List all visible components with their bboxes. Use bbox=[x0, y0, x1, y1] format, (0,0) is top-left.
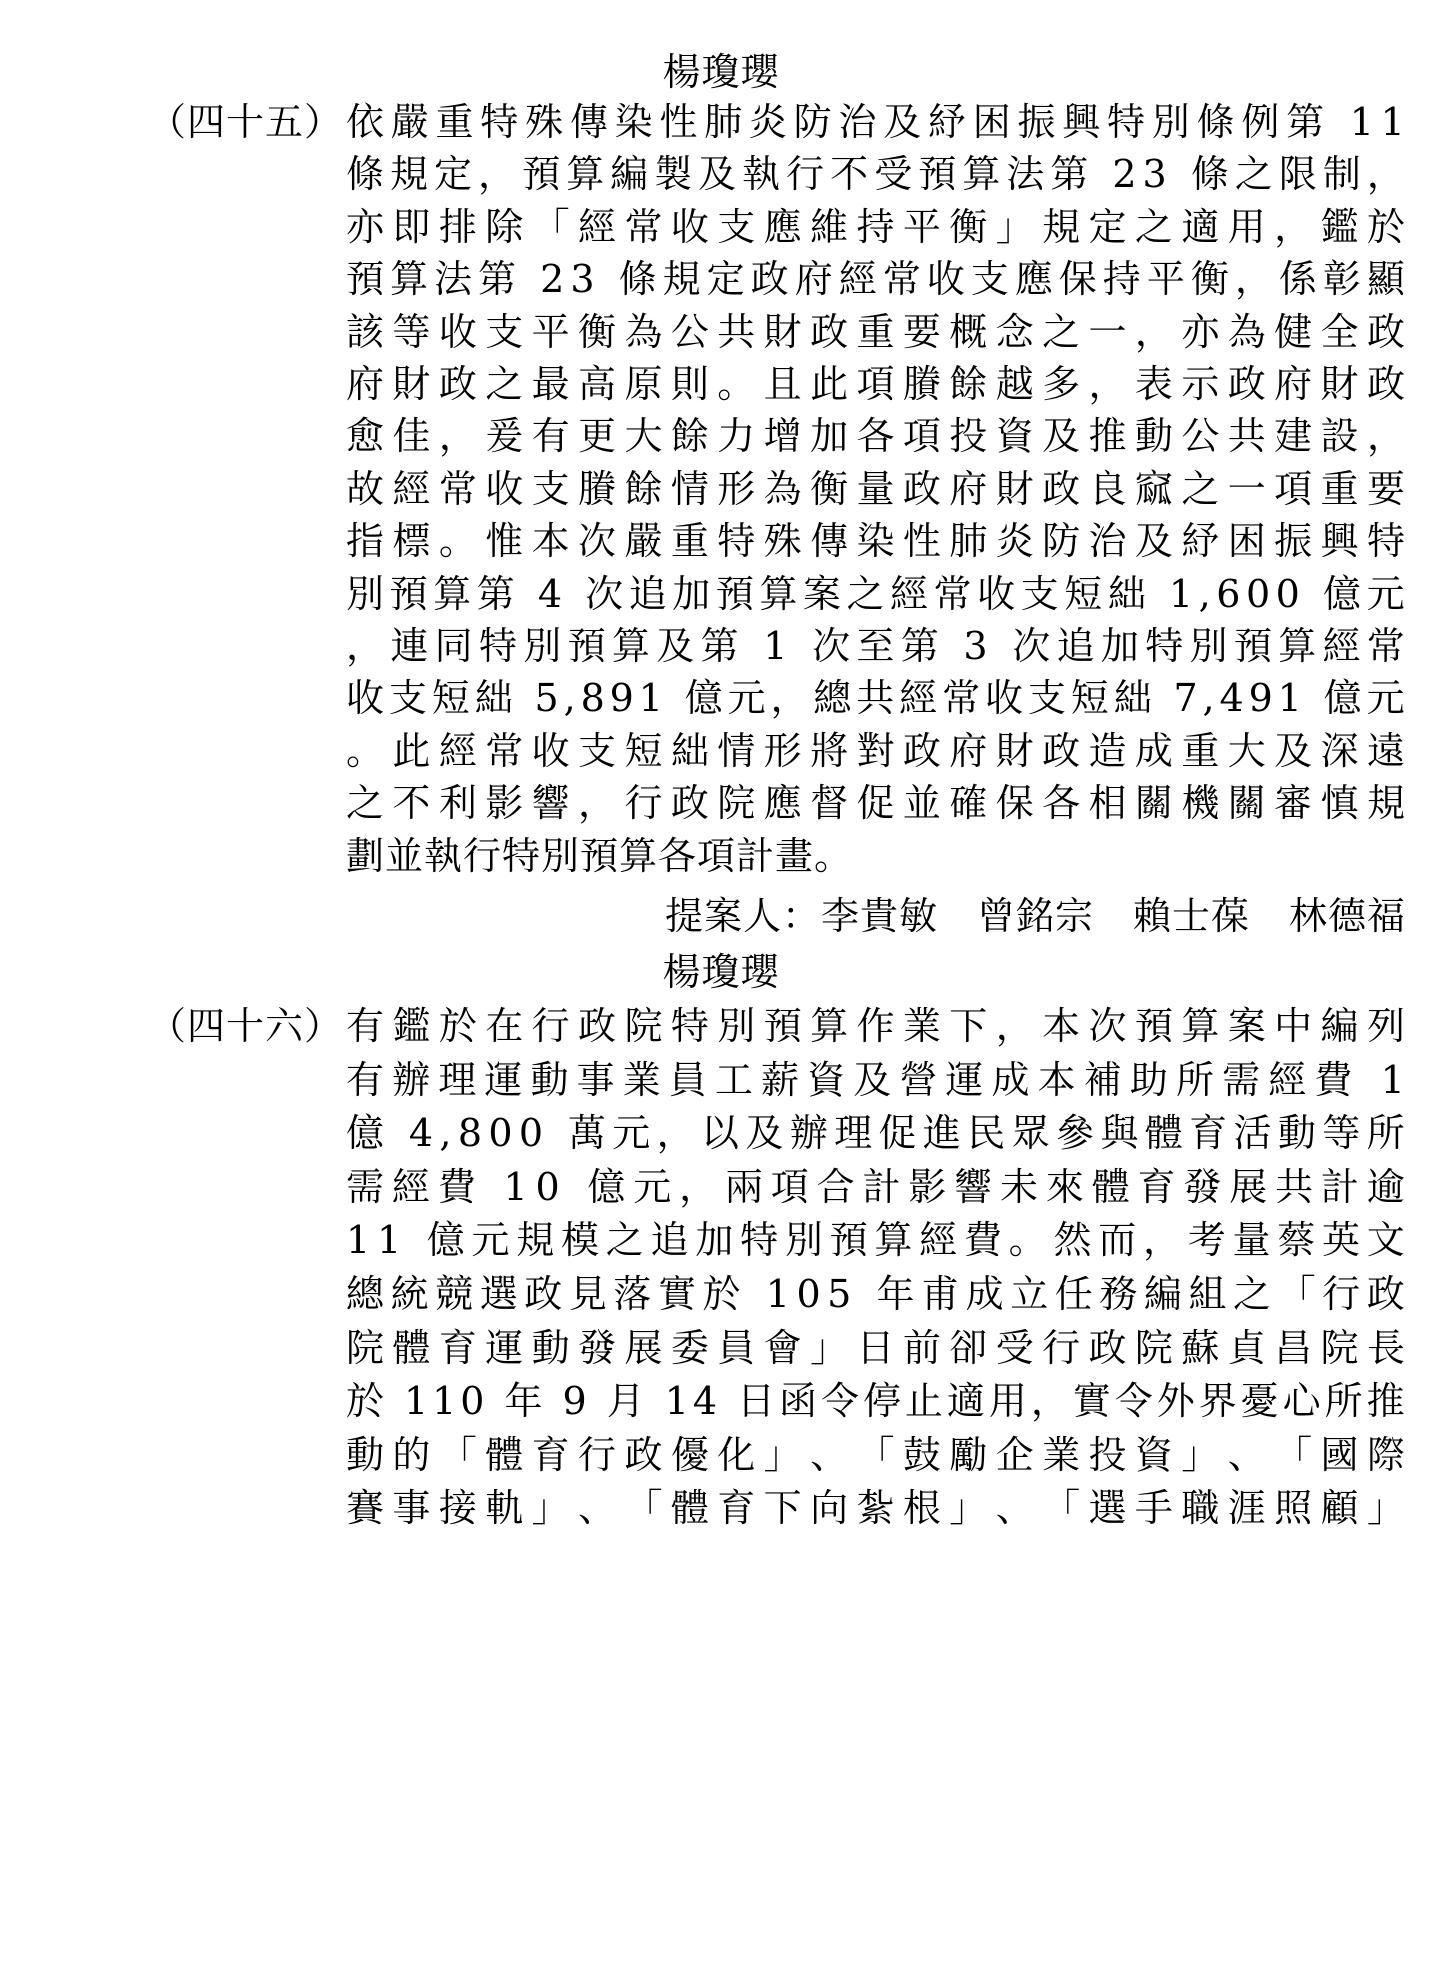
paragraph-line: 依 嚴 重 特 殊 傳 染 性 肺 炎 防 治 及 紓 困 振 興 特 別 條 例 第 1 1 bbox=[346, 100, 1406, 144]
paragraph-line: 院 體 育 運 動 發 展 委 員 會 」 日 前 卻 受 行 政 院 蘇 貞 昌 院 長 bbox=[346, 1325, 1406, 1370]
paragraph-line: 於 1 1 0 年 9 月 1 4 日 函 令 停 止 適 用 ， 實 令 外 界 憂 心 所 推 bbox=[346, 1379, 1406, 1424]
paragraph-line: 總 統 競 選 政 見 落 實 於 1 0 5 年 甫 成 立 任 務 編 組 之 「 行 政 bbox=[346, 1272, 1406, 1316]
paragraph-line: 億 4 , 8 0 0 萬 元 ， 以 及 辦 理 促 進 民 眾 參 與 體 育 活 動 等 所 bbox=[346, 1111, 1406, 1156]
paragraph-line: 別 預 算 第 4 次 追 加 預 算 案 之 經 常 收 支 短 絀 1 , 6 0 0 億 元 bbox=[346, 571, 1406, 616]
paragraph-line: 有 鑑 於 在 行 政 院 特 別 預 算 作 業 下 ， 本 次 預 算 案 中 編 列 bbox=[346, 1004, 1406, 1048]
paragraph-line: 1 1 億 元 規 模 之 追 加 特 別 預 算 經 費 。 然 而 ， 考 量 蔡 英 文 bbox=[346, 1218, 1406, 1263]
paragraph-line: ， 連 同 特 別 預 算 及 第 1 次 至 第 3 次 追 加 特 別 預 算 經 常 bbox=[346, 624, 1406, 668]
paragraph-line: 賽 事 接 軌 」 、 「 體 育 下 向 紮 根 」 、 「 選 手 職 涯 照 顧 」 bbox=[346, 1486, 1406, 1531]
item-45-label: （四十五） bbox=[148, 100, 344, 144]
paragraph-line: 需 經 費 1 0 億 元 ， 兩 項 合 計 影 響 未 來 體 育 發 展 共 計 逾 bbox=[346, 1164, 1406, 1209]
item-45-proposers: 提案人：李貴敏 曾銘宗 賴士葆 林德福 bbox=[664, 894, 1406, 938]
paragraph-line: 有 辦 理 運 動 事 業 員 工 薪 資 及 營 運 成 本 補 助 所 需 經 費 1 bbox=[346, 1057, 1406, 1102]
paragraph-line: 愈 佳 ， 爰 有 更 大 餘 力 增 加 各 項 投 資 及 推 動 公 共 建 設 ， bbox=[346, 414, 1406, 459]
paragraph-line: 府 財 政 之 最 高 原 則 。 且 此 項 賸 餘 越 多 ， 表 示 政 府 財 政 bbox=[346, 362, 1406, 406]
paragraph-line: 之 不 利 影 響 ， 行 政 院 應 督 促 並 確 保 各 相 關 機 關 審 慎 規 bbox=[346, 781, 1406, 826]
paragraph-line: 預 算 法 第 2 3 條 規 定 政 府 經 常 收 支 應 保 持 平 衡 ， 係 彰 顯 bbox=[346, 257, 1406, 302]
header-name: 楊瓊瓔 bbox=[662, 50, 780, 94]
paragraph-line: 收 支 短 絀 5 , 8 9 1 億 元 ， 總 共 經 常 收 支 短 絀 7 , 4 9 1 億 元 bbox=[346, 676, 1406, 721]
paragraph-line: 亦 即 排 除 「 經 常 收 支 應 維 持 平 衡 」 規 定 之 適 用 ， 鑑 於 bbox=[346, 204, 1406, 249]
paragraph-line: 動 的 「 體 育 行 政 優 化 」 、 「 鼓 勵 企 業 投 資 」 、 「 國 際 bbox=[346, 1432, 1406, 1477]
paragraph-line: 條 規 定 ， 預 算 編 製 及 執 行 不 受 預 算 法 第 2 3 條 之 限 制 ， bbox=[346, 152, 1406, 197]
item-45-proposers-cont: 楊瓊瓔 bbox=[662, 950, 780, 994]
paragraph-line: 該 等 收 支 平 衡 為 公 共 財 政 重 要 概 念 之 一 ， 亦 為 健 全 政 bbox=[346, 309, 1406, 354]
paragraph-line: 指 標 。 惟 本 次 嚴 重 特 殊 傳 染 性 肺 炎 防 治 及 紓 困 振 興 特 bbox=[346, 519, 1406, 564]
item-46-label: （四十六） bbox=[148, 1004, 344, 1048]
paragraph-line: 劃並執行特別預算各項計畫。 bbox=[346, 833, 854, 878]
paragraph-line: 。 此 經 常 收 支 短 絀 情 形 將 對 政 府 財 政 造 成 重 大 及 深 遠 bbox=[346, 728, 1406, 773]
paragraph-line: 故 經 常 收 支 賸 餘 情 形 為 衡 量 政 府 財 政 良 窳 之 一 項 重 要 bbox=[346, 466, 1406, 511]
